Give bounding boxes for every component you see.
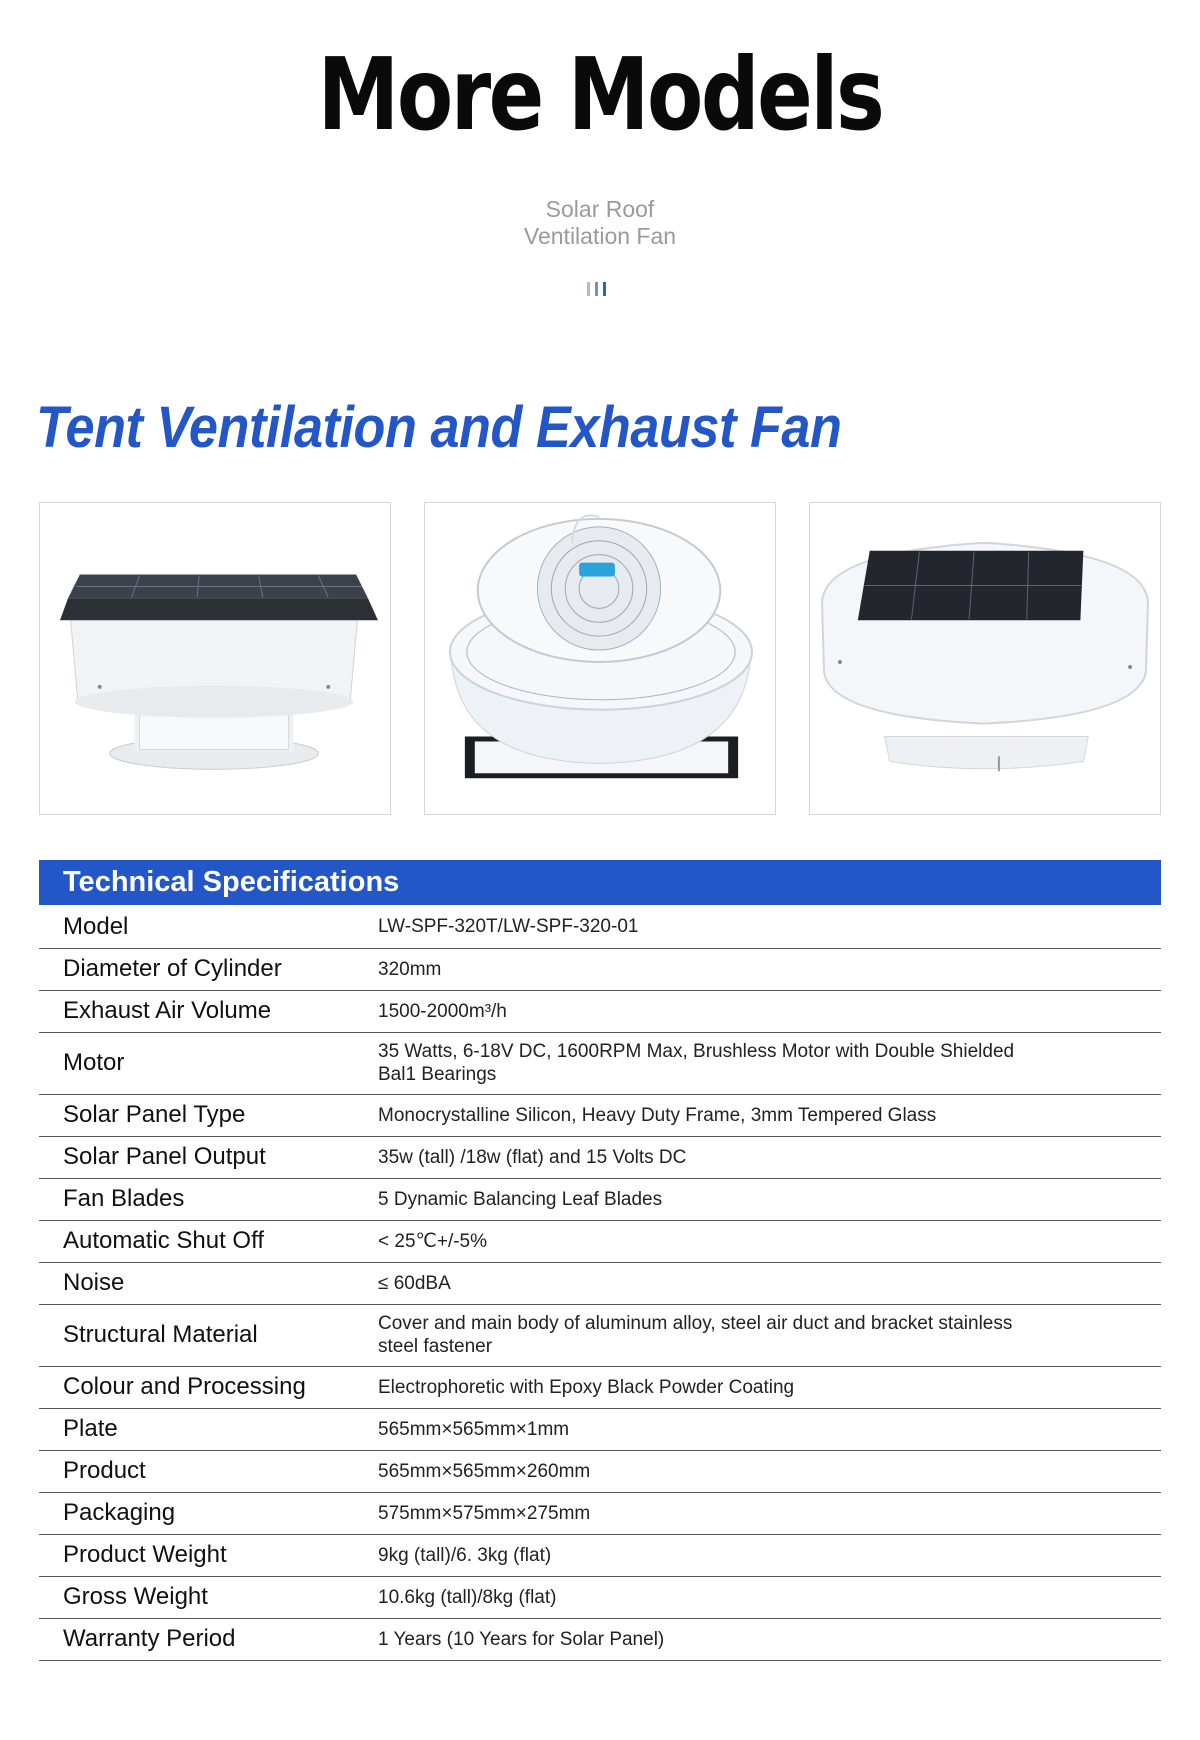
spec-label: Structural Material: [39, 1304, 378, 1366]
spec-table: [39, 906, 1161, 1661]
spec-value: Cover and main body of aluminum alloy, steel air duct and bracket stainless steel fastener: [378, 1304, 1161, 1366]
spec-label: Product Weight: [39, 1534, 378, 1576]
spec-label: Noise: [39, 1262, 378, 1304]
product-photo-1: [39, 502, 391, 815]
table-row: [39, 1136, 1161, 1178]
divider-bar: [595, 282, 598, 296]
table-row: [39, 1262, 1161, 1304]
table-row: [39, 1492, 1161, 1534]
spec-value: 575mm×575mm×275mm: [378, 1492, 1161, 1534]
table-row: [39, 1618, 1161, 1660]
fan-grille-open-image: [425, 503, 775, 814]
spec-value: 1 Years (10 Years for Solar Panel): [378, 1618, 1161, 1660]
divider-bar: [587, 282, 590, 296]
spec-value: 9kg (tall)/6. 3kg (flat): [378, 1534, 1161, 1576]
spec-value: 5 Dynamic Balancing Leaf Blades: [378, 1178, 1161, 1220]
spec-value: 320mm: [378, 948, 1161, 990]
table-row: [39, 1094, 1161, 1136]
spec-label: Gross Weight: [39, 1576, 378, 1618]
spec-label: Product: [39, 1450, 378, 1492]
spec-label: Model: [39, 906, 378, 948]
table-row: [39, 1408, 1161, 1450]
spec-value: ≤ 60dBA: [378, 1262, 1161, 1304]
table-row: [39, 1032, 1161, 1094]
spec-value: LW-SPF-320T/LW-SPF-320-01: [378, 906, 1161, 948]
subtitle-line-2: Ventilation Fan: [523, 223, 677, 249]
product-photo-3: [809, 502, 1161, 815]
spec-label: Colour and Processing: [39, 1366, 378, 1408]
spec-value: 1500-2000m³/h: [378, 990, 1161, 1032]
table-row: [39, 1304, 1161, 1366]
table-row: [39, 990, 1161, 1032]
table-row: [39, 1366, 1161, 1408]
spec-label: Solar Panel Output: [39, 1136, 378, 1178]
spec-label: Motor: [39, 1032, 378, 1094]
spec-value: < 25℃+/-5%: [378, 1220, 1161, 1262]
spec-label: Solar Panel Type: [39, 1094, 378, 1136]
spec-label: Plate: [39, 1408, 378, 1450]
table-row: [39, 1534, 1161, 1576]
table-row: [39, 1220, 1161, 1262]
spec-value: Monocrystalline Silicon, Heavy Duty Frame, 3mm Tempered Glass: [378, 1094, 1161, 1136]
spec-label: Warranty Period: [39, 1618, 378, 1660]
spec-label: Fan Blades: [39, 1178, 378, 1220]
spec-label: Automatic Shut Off: [39, 1220, 378, 1262]
table-row: [39, 906, 1161, 948]
product-photo-2: [424, 502, 776, 815]
spec-table-heading: Technical Specifications: [39, 860, 1161, 905]
spec-label: Packaging: [39, 1492, 378, 1534]
spec-value: Electrophoretic with Epoxy Black Powder Coating: [378, 1366, 1161, 1408]
page-title: More Models: [317, 36, 883, 153]
table-row: [39, 1450, 1161, 1492]
solar-fan-flat-panel-image: [40, 503, 390, 814]
subtitle-line-1: Solar Roof: [545, 196, 655, 222]
product-title: Tent Ventilation and Exhaust Fan: [36, 395, 842, 460]
spec-label: Diameter of Cylinder: [39, 948, 378, 990]
spec-value: 35w (tall) /18w (flat) and 15 Volts DC: [378, 1136, 1161, 1178]
table-row: [39, 1178, 1161, 1220]
table-row: [39, 1576, 1161, 1618]
spec-value: 565mm×565mm×260mm: [378, 1450, 1161, 1492]
round-dome-solar-fan-image: [810, 503, 1160, 814]
spec-value: 10.6kg (tall)/8kg (flat): [378, 1576, 1161, 1618]
spec-value: 565mm×565mm×1mm: [378, 1408, 1161, 1450]
spec-label: Exhaust Air Volume: [39, 990, 378, 1032]
table-row: [39, 948, 1161, 990]
subtitle: [0, 196, 1200, 250]
spec-value: 35 Watts, 6-18V DC, 1600RPM Max, Brushless Motor with Double Shielded Bal1 Bearings: [378, 1032, 1161, 1094]
divider-bar: [603, 282, 606, 296]
